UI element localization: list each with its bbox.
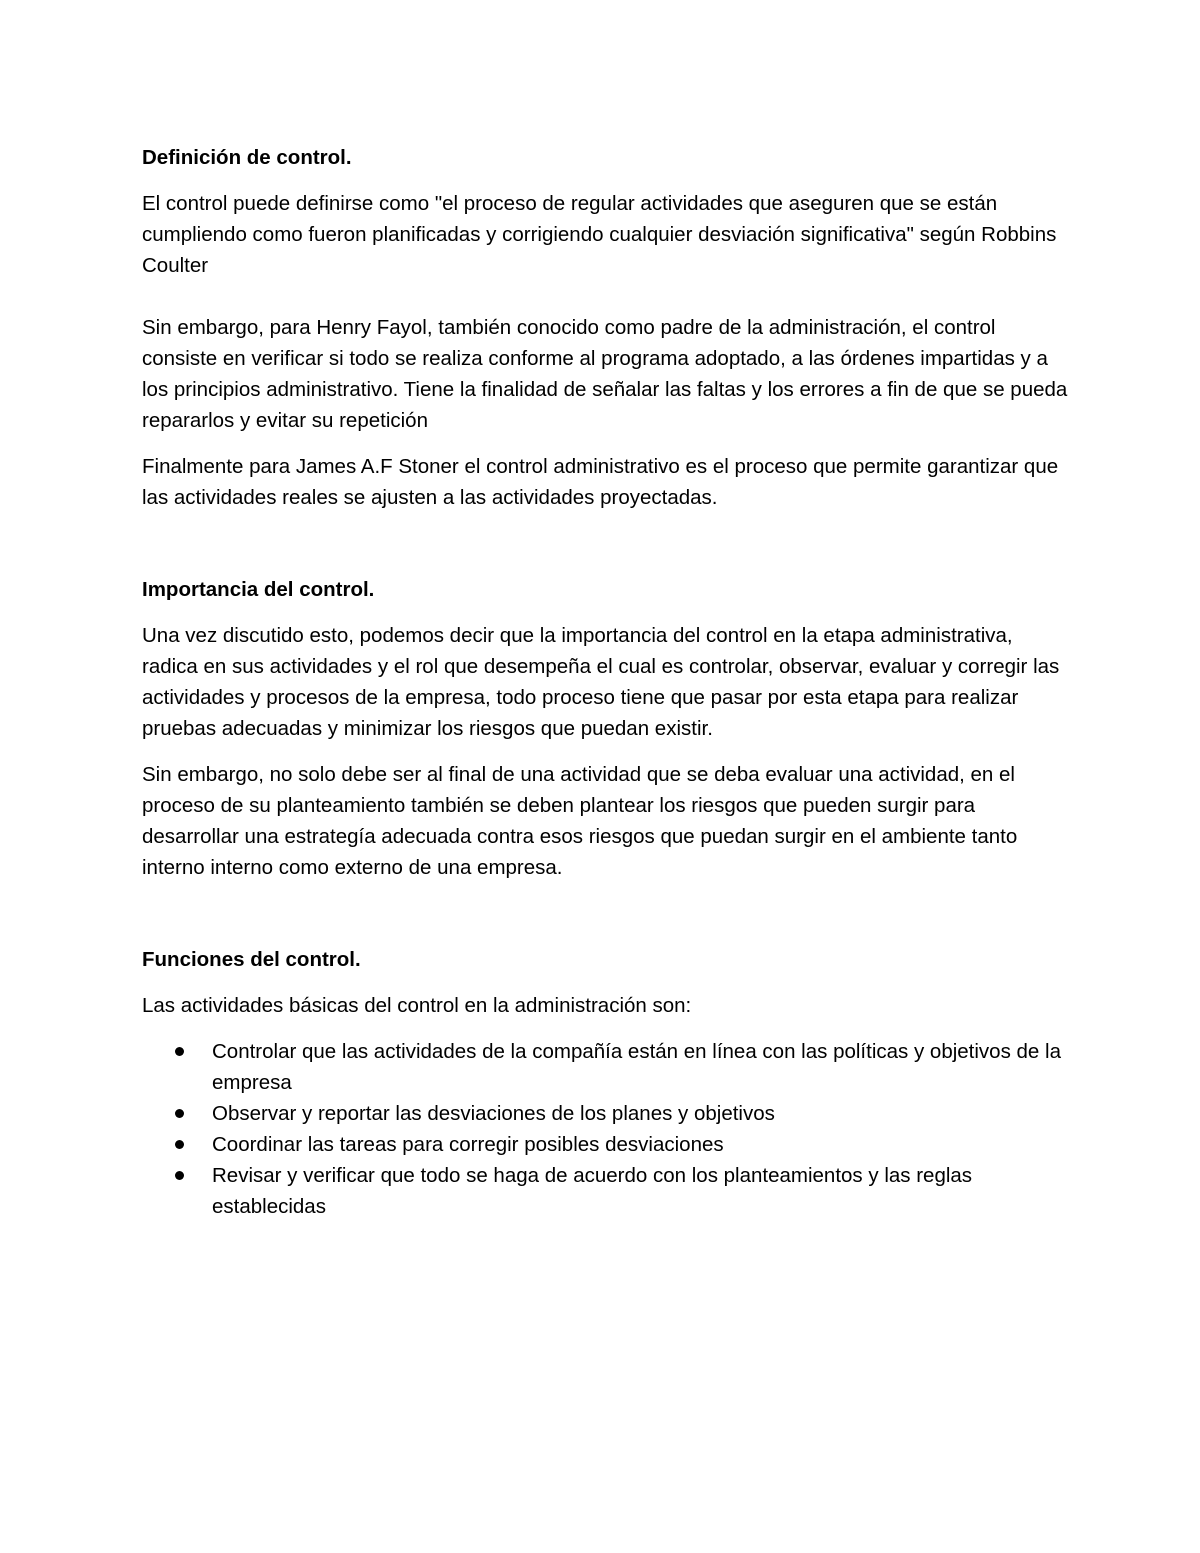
section-heading-importancia: Importancia del control. [142,578,375,601]
paragraph: Las actividades básicas del control en la administración son: [142,994,692,1017]
paragraph: Sin embargo, no solo debe ser al final de una actividad que se deba evaluar una actividad, en el proceso de su planteamiento también se deben plantear los riesgos que pueden surgir para desarrollar una estrategía adecuada contra esos riesgos que puedan surgir en el ambiente tanto interno interno como externo de una empresa. [142,763,1018,879]
section-heading-definicion: Definición de control. [142,146,352,169]
section-heading-funciones: Funciones del control. [142,948,361,971]
list-item-text: Coordinar las tareas para corregir posibles desviaciones [212,1133,724,1156]
paragraph: Sin embargo, para Henry Fayol, también conocido como padre de la administración, el control consiste en verificar si todo se realiza conforme al programa adoptado, a las órdenes impartidas y a los principios administrativo. Tiene la finalidad de señalar las faltas y los errores a fin de que se pueda repararlos y evitar su repetición [142,316,1068,432]
bullet-icon [175,1047,184,1056]
paragraph: El control puede definirse como "el proceso de regular actividades que aseguren que se están cumpliendo como fueron planificadas y corrigiendo cualquier desviación significativa" según Robbins Coulter [142,192,1057,277]
list-item [142,1036,1072,1098]
paragraph: Una vez discutido esto, podemos decir que la importancia del control en la etapa administrativa, radica en sus actividades y el rol que desempeña el cual es controlar, observar, evaluar y corregir las actividades y procesos de la empresa, todo proceso tiene que pasar por esta etapa para realizar pruebas adecuadas y minimizar los riesgos que puedan existir. [142,624,1060,740]
list-item [142,1160,1072,1222]
bullet-icon [175,1109,184,1118]
list-item-text: Revisar y verificar que todo se haga de acuerdo con los planteamientos y las reglas establecidas [212,1164,973,1218]
list-item-text: Controlar que las actividades de la compañía están en línea con las políticas y objetivos de la empresa [212,1040,1061,1094]
bullet-icon [175,1171,184,1180]
document-page [142,142,1072,1222]
list-item-text: Observar y reportar las desviaciones de los planes y objetivos [212,1102,775,1125]
list-item [142,1129,1072,1160]
bullet-list [142,1036,1072,1222]
list-item [142,1098,1072,1129]
bullet-icon [175,1140,184,1149]
paragraph: Finalmente para James A.F Stoner el control administrativo es el proceso que permite garantizar que las actividades reales se ajusten a las actividades proyectadas. [142,455,1059,509]
